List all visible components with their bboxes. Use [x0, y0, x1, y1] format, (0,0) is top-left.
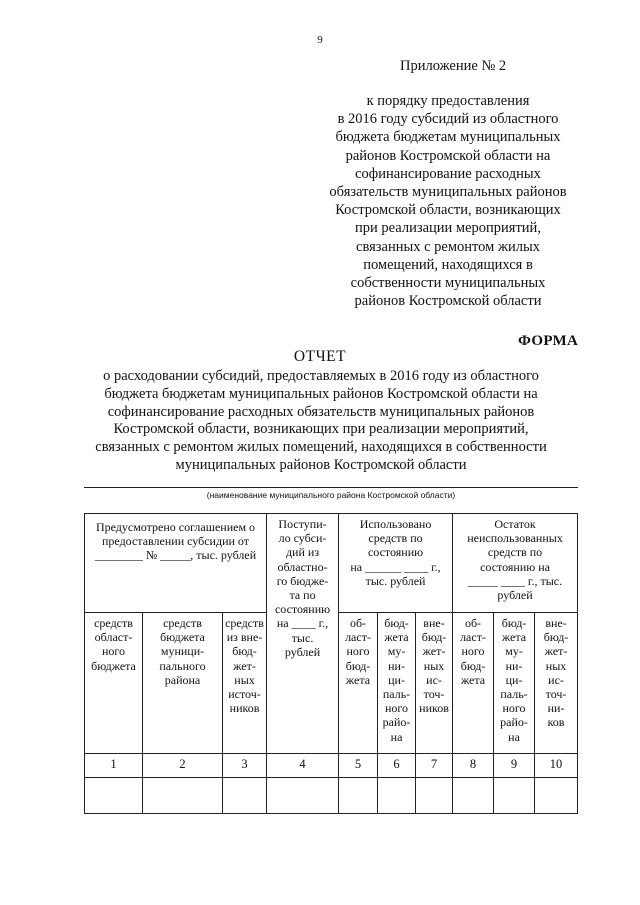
subheader-remaining-regional: об- ласт- ного бюд- жета	[453, 613, 494, 754]
district-name-caption: (наименование муниципального района Костромской области)	[206, 490, 456, 500]
header-remaining: Остаток неиспользованных средств по состоянию на _____ ____ г., тыс. рублей	[453, 514, 578, 613]
appendix-line: районов Костромской области	[354, 293, 542, 310]
empty-data-row	[85, 778, 578, 814]
appendix-line: районов Костромской области на	[345, 147, 551, 164]
district-name-line	[84, 487, 578, 488]
header-used: Использовано средств по состоянию на ______ ____ г., тыс. рублей	[339, 514, 453, 613]
subheader-used-municipal: бюд- жета му- ни- ци- паль- ного райо- на	[378, 613, 416, 754]
appendix-line: софинансирование расходных	[355, 165, 541, 182]
column-number: 2	[143, 754, 223, 778]
subheader-extrabudgetary: средств из вне- бюд- жет- ных источ- ников	[223, 613, 267, 754]
column-number-row	[85, 754, 578, 778]
data-cell	[85, 778, 143, 814]
data-cell	[223, 778, 267, 814]
data-cell	[339, 778, 378, 814]
report-line: муниципальных районов Костромской области	[175, 456, 467, 473]
subheader-used-regional: об- ласт- ного бюд- жета	[339, 613, 378, 754]
report-title: ОТЧЕТ	[293, 348, 347, 365]
appendix-line: при реализации мероприятий,	[355, 220, 541, 237]
report-line: Костромской области, возникающих при реализации мероприятий,	[113, 421, 529, 438]
appendix-line: к порядку предоставления	[366, 93, 530, 109]
header-received: Поступи- ло субси- дий из областно- го бюдже- та по состоянию на ____ г., тыс. рублей	[267, 514, 339, 754]
page-number: 9	[317, 34, 323, 46]
column-number: 6	[378, 754, 416, 778]
appendix-line: в 2016 году субсидий из областного	[337, 111, 559, 128]
column-number: 1	[85, 754, 143, 778]
column-number: 10	[535, 754, 578, 778]
data-cell	[535, 778, 578, 814]
report-line: софинансирование расходных обязательств муниципальных районов	[107, 403, 535, 420]
column-number: 9	[494, 754, 535, 778]
appendix-line: помещений, находящихся в	[363, 256, 533, 273]
report-line: связанных с ремонтом жилых помещений, находящихся в собственности	[95, 439, 547, 456]
appendix-description	[322, 92, 574, 310]
report-description	[58, 368, 584, 475]
column-number: 4	[267, 754, 339, 778]
report-table	[84, 513, 578, 814]
appendix-line: связанных с ремонтом жилых	[356, 238, 540, 255]
data-cell	[494, 778, 535, 814]
data-cell	[453, 778, 494, 814]
appendix-line: собственности муниципальных	[350, 275, 546, 292]
column-number: 3	[223, 754, 267, 778]
data-cell	[378, 778, 416, 814]
subheader-remaining-extrabudgetary: вне- бюд- жет- ных ис- точ- ни- ков	[535, 613, 578, 754]
column-number: 8	[453, 754, 494, 778]
header-agreement: Предусмотрено соглашением о предоставлении субсидии от ________ № _____, тыс. рублей	[85, 514, 267, 613]
subheader-regional-budget: средств област- ного бюджета	[85, 613, 143, 754]
column-number: 7	[416, 754, 453, 778]
form-label: ФОРМА	[518, 333, 579, 349]
subheader-municipal-budget: средств бюджета муници- пального района	[143, 613, 223, 754]
subheader-remaining-municipal: бюд- жета му- ни- ци- паль- ного райо- на	[494, 613, 535, 754]
header-row	[85, 514, 578, 613]
column-number: 5	[339, 754, 378, 778]
appendix-line: Костромской области, возникающих	[335, 202, 561, 219]
data-cell	[267, 778, 339, 814]
subheader-used-extrabudgetary: вне- бюд- жет- ных ис- точ- ников	[416, 613, 453, 754]
data-cell	[143, 778, 223, 814]
appendix-title: Приложение № 2	[400, 58, 507, 74]
report-line: бюджета бюджетам муниципальных районов Костромской области на	[104, 385, 538, 402]
appendix-line: обязательств муниципальных районов	[329, 184, 567, 201]
report-line: о расходовании субсидий, предоставляемых в 2016 году из областного	[103, 368, 539, 384]
appendix-line: бюджета бюджетам муниципальных	[335, 129, 561, 146]
data-cell	[416, 778, 453, 814]
